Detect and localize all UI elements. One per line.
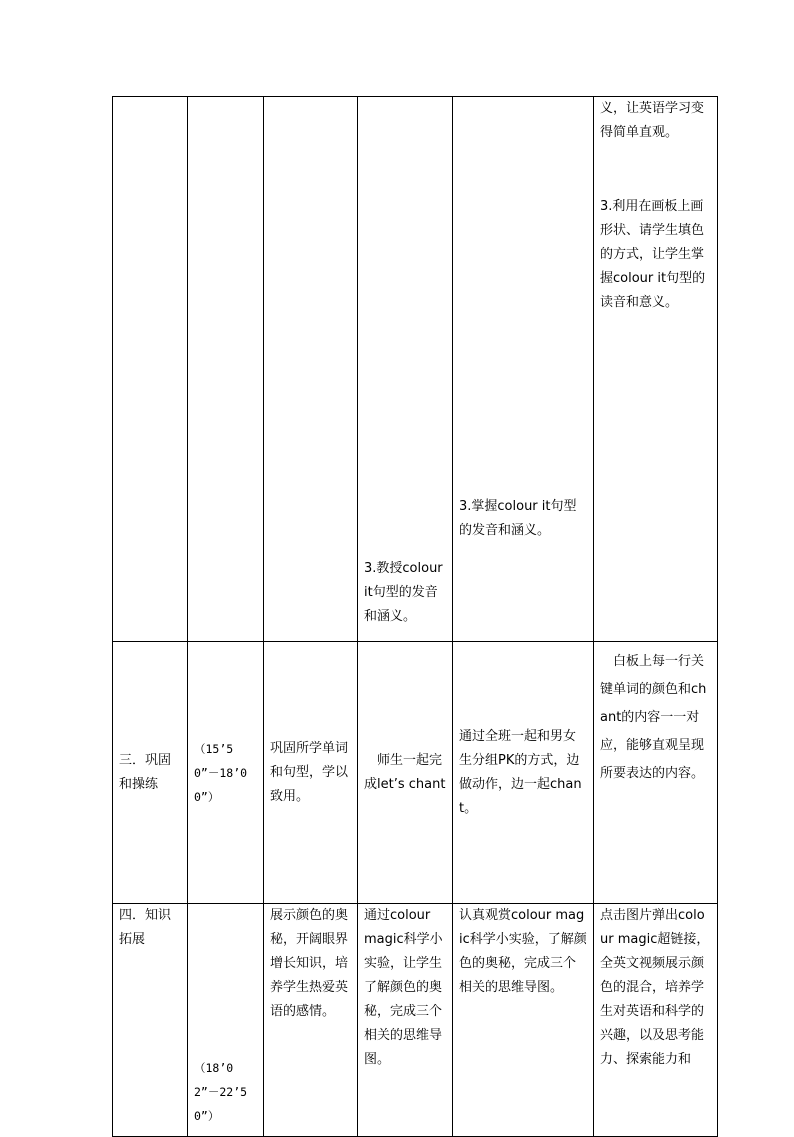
design-intent-text: 3.利用在画板上画形状、请学生填色的方式，让学生掌握colour it句型的读音和意义。 xyxy=(600,199,706,310)
design-intent-text: 白板上每一行关键单词的颜色和chant的内容一一对应，能够直观呈现所要表达的内容。 xyxy=(600,654,707,781)
goal-text: 展示颜色的奥秘，开阔眼界增长知识，培养学生热爱英语的感情。 xyxy=(270,908,349,1019)
design-intent-cell xyxy=(594,97,718,642)
goal-cell xyxy=(264,904,358,1137)
stage-cell xyxy=(113,642,188,904)
teacher-activity-text: 3.教授colour it句型的发音和涵义。 xyxy=(364,561,443,624)
table-row xyxy=(113,642,718,904)
time-text: （18’02”－22’50”） xyxy=(194,1061,248,1123)
stage-text: 四．知识拓展 xyxy=(119,908,172,947)
design-intent-text: 点击图片弹出colour magic超链接，全英文视频展示颜色的混合，培养学生对英语和科学的兴趣，以及思考能力、探索能力和 xyxy=(600,908,710,1067)
time-cell xyxy=(188,904,264,1137)
stage-text: 三．巩固和操练 xyxy=(119,752,172,792)
time-cell xyxy=(188,97,264,642)
goal-cell xyxy=(264,642,358,904)
teacher-activity-cell xyxy=(358,97,453,642)
student-activity-text: 通过全班一起和男女生分组PK的方式，边做动作，边一起chant。 xyxy=(459,728,582,816)
student-activity-cell xyxy=(453,642,594,904)
stage-cell xyxy=(113,904,188,1137)
design-intent-text: 义，让英语学习变得简单直观。 xyxy=(600,101,705,140)
student-activity-text: 认真观赏colour magic科学小实验，了解颜色的奥秘，完成三个相关的思维导图。 xyxy=(459,908,587,995)
goal-cell xyxy=(264,97,358,642)
table-row xyxy=(113,904,718,1137)
design-intent-cell xyxy=(594,642,718,904)
stage-cell xyxy=(113,97,188,642)
time-text: （15’50”－18’00”） xyxy=(194,741,248,804)
table-row xyxy=(113,97,718,642)
student-activity-cell xyxy=(453,904,594,1137)
student-activity-cell xyxy=(453,97,594,642)
teacher-activity-text: 师生一起完成let’s chant xyxy=(364,752,446,792)
teacher-activity-cell xyxy=(358,642,453,904)
teacher-activity-cell xyxy=(358,904,453,1137)
student-activity-text: 3.掌握colour it句型的发音和涵义。 xyxy=(459,499,577,538)
time-cell xyxy=(188,642,264,904)
lesson-plan-table xyxy=(112,96,718,1137)
teacher-activity-text: 通过colour magic科学小实验，让学生了解颜色的奥秘，完成三个相关的思维导图。 xyxy=(364,908,443,1067)
goal-text: 巩固所学单词和句型，学以致用。 xyxy=(270,740,349,804)
design-intent-cell xyxy=(594,904,718,1137)
